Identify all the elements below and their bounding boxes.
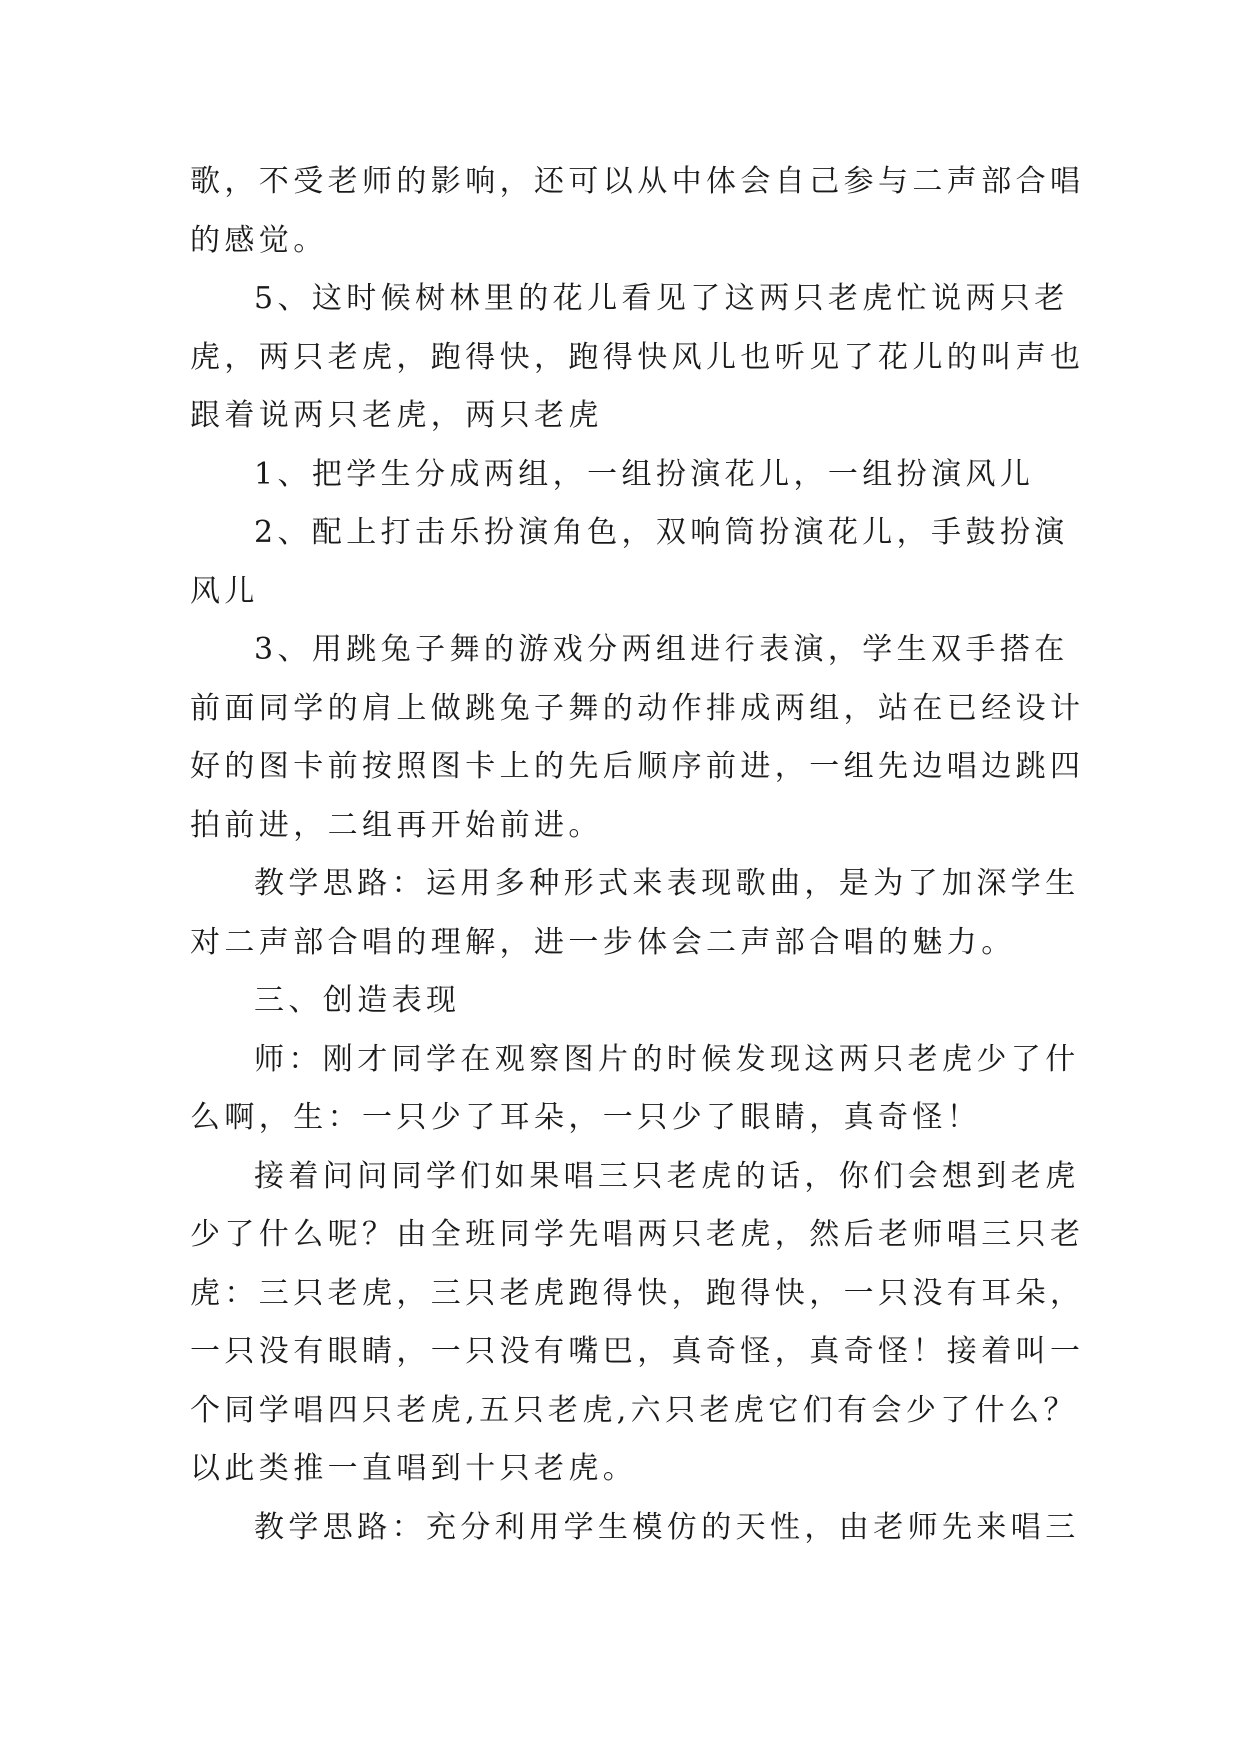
text-line: 前面同学的肩上做跳兔子舞的动作排成两组，站在已经设计 <box>190 690 1085 726</box>
text-line: 虎：三只老虎，三只老虎跑得快，跑得快，一只没有耳朵， <box>190 1275 1085 1311</box>
text-line: 拍前进，二组再开始前进。 <box>190 807 603 843</box>
text-line: 跟着说两只老虎，两只老虎 <box>190 398 603 433</box>
text-line: 接着问问同学们如果唱三只老虎的话，你们会想到老虎 <box>254 1158 1080 1194</box>
text-line: 5、这时候树林里的花儿看见了这两只老虎忙说两只老 <box>254 281 1069 316</box>
text-line: 对二声部合唱的理解，进一步体会二声部合唱的魅力。 <box>190 924 1016 960</box>
text-line: 虎，两只老虎，跑得快，跑得快风儿也听见了花儿的叫声也 <box>190 339 1085 375</box>
text-line: 的感觉。 <box>190 222 328 258</box>
text-line: 么啊，生：一只少了耳朵，一只少了眼睛，真奇怪！ <box>190 1100 982 1135</box>
text-line: 教学思路：运用多种形式来表现歌曲，是为了加深学生 <box>254 866 1080 901</box>
text-line: 个同学唱四只老虎,五只老虎,六只老虎它们有会少了什么？ <box>190 1392 1078 1428</box>
text-line: 一只没有眼睛，一只没有嘴巴，真奇怪，真奇怪！接着叫一 <box>190 1334 1085 1369</box>
text-line: 师：刚才同学在观察图片的时候发现这两只老虎少了什 <box>254 1041 1080 1077</box>
text-line: 少了什么呢？由全班同学先唱两只老虎，然后老师唱三只老 <box>190 1217 1085 1252</box>
text-line: 以此类推一直唱到十只老虎。 <box>190 1451 638 1486</box>
text-line: 风儿 <box>190 573 259 609</box>
text-line: 3、用跳兔子舞的游戏分两组进行表演，学生双手搭在 <box>254 632 1069 667</box>
document-body <box>190 153 1085 1557</box>
text-line: 教学思路：充分利用学生模仿的天性，由老师先来唱三 <box>254 1509 1080 1545</box>
section-heading: 三、创造表现 <box>254 983 461 1018</box>
text-line: 歌，不受老师的影响，还可以从中体会自己参与二声部合唱 <box>190 164 1085 199</box>
text-line: 好的图卡前按照图卡上的先后顺序前进，一组先边唱边跳四 <box>190 749 1085 784</box>
text-line: 2、配上打击乐扮演角色，双响筒扮演花儿，手鼓扮演 <box>254 515 1069 550</box>
text-line: 1、把学生分成两组，一组扮演花儿，一组扮演风儿 <box>254 456 1035 492</box>
